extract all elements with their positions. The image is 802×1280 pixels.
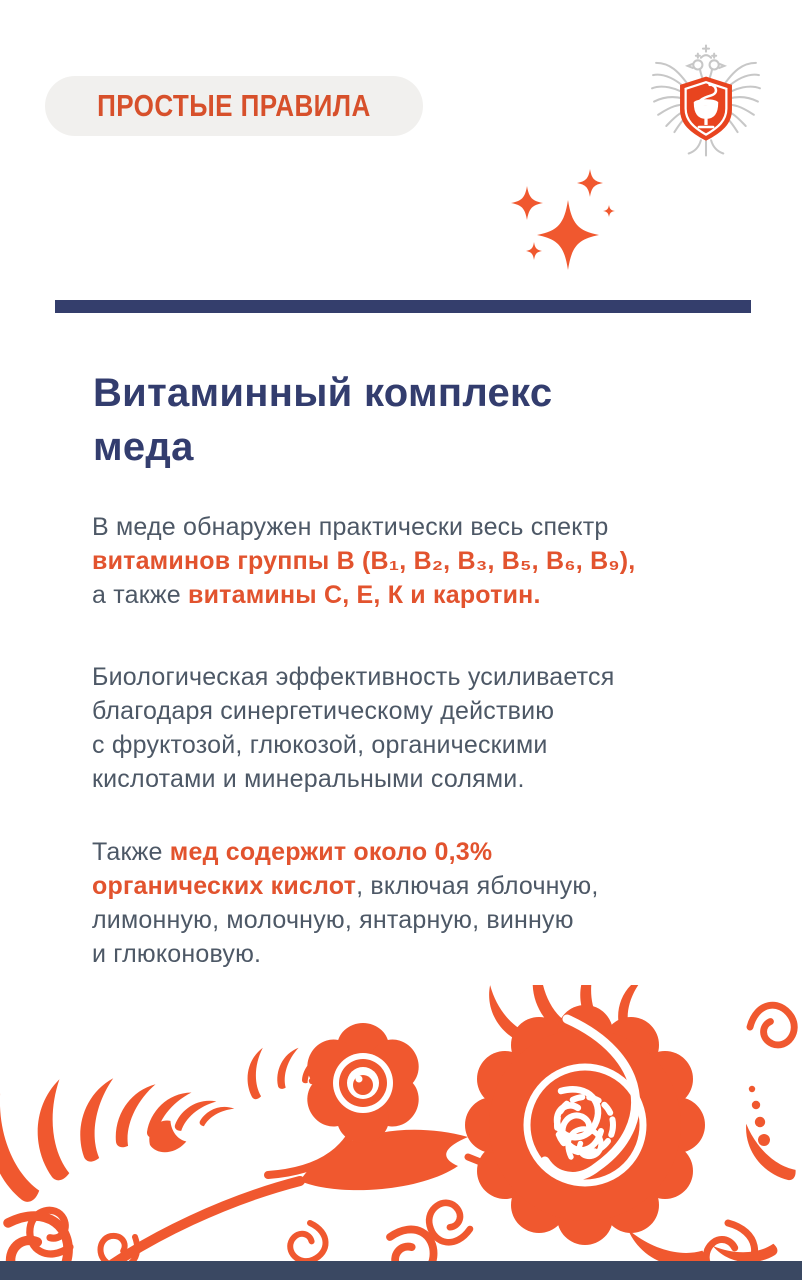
text-run: витаминов группы В (В₁, В₂, В₃, В₅, В₆, В₉), (92, 547, 636, 575)
text-run: витамины С, Е, К и каротин. (188, 581, 541, 609)
text-run: Также (92, 838, 170, 866)
simple-rules-badge (45, 76, 423, 136)
floral-ornament (0, 985, 802, 1280)
text-run: В меде обнаружен практически весь спектр (92, 513, 609, 541)
paragraph-synergy (92, 660, 732, 796)
title-line-1: Витаминный комплекс (93, 371, 553, 415)
sparkles-icon (480, 150, 650, 290)
footer-bar (0, 1261, 802, 1280)
divider-bar (55, 300, 751, 313)
text-run: кислотами и минеральными солями. (92, 765, 525, 793)
text-run: органических кислот (92, 872, 357, 900)
text-run: и глюконовую. (92, 940, 262, 968)
text-run: , включая яблочную, (356, 872, 599, 900)
badge-label: ПРОСТЫЕ ПРАВИЛА (97, 88, 371, 123)
ministry-of-health-emblem-icon (650, 40, 762, 158)
paragraph-acids (92, 835, 732, 971)
text-run: а также (92, 581, 189, 609)
page-title (93, 366, 552, 474)
paragraph-vitamins (92, 510, 732, 612)
text-run: с фруктозой, глюкозой, органическими (92, 731, 548, 759)
text-run: благодаря синергетическому действию (92, 697, 555, 725)
text-run: лимонную, молочную, янтарную, винную (92, 906, 574, 934)
title-line-2: меда (93, 425, 194, 469)
text-run: Биологическая эффективность усиливается (92, 663, 615, 691)
text-run: мед содержит около 0,3% (169, 838, 493, 866)
